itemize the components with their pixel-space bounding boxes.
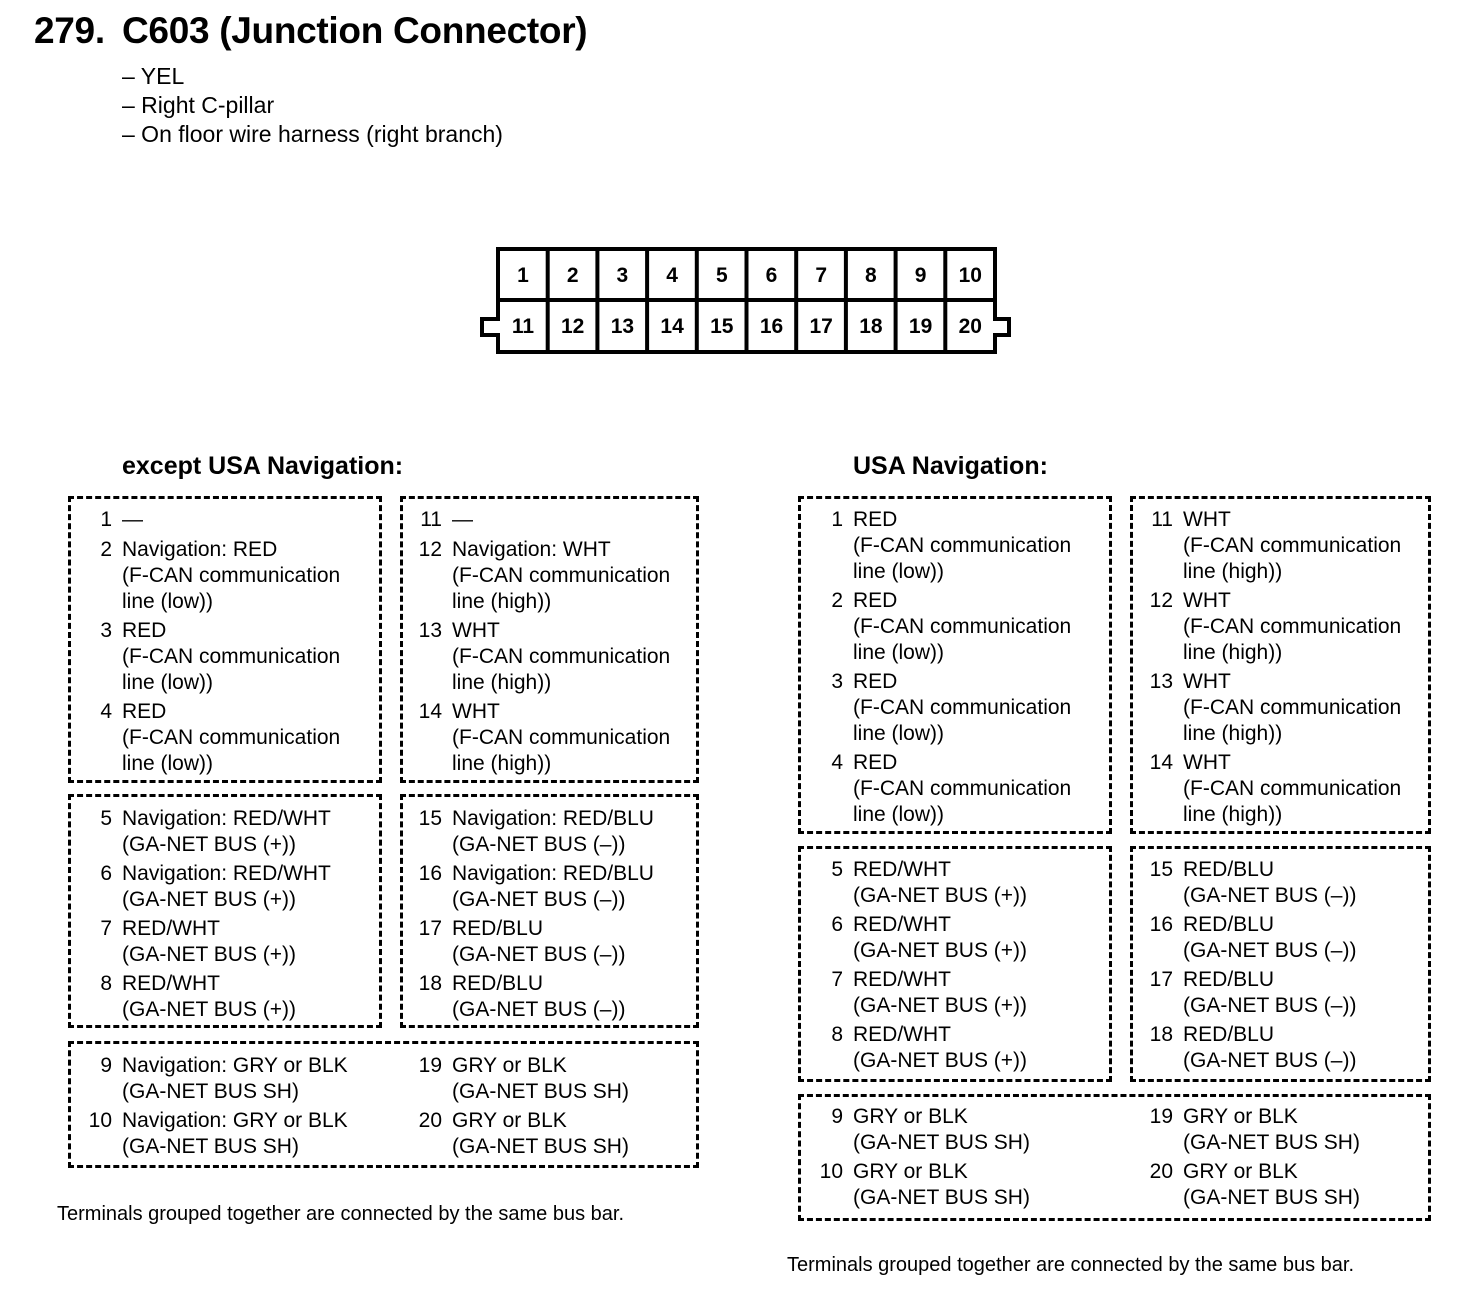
terminal-pin: 3 — [616, 264, 629, 287]
terminal-number: 6 — [100, 862, 112, 885]
wire-description: line (low)) — [853, 641, 945, 664]
wire-description: — — [122, 508, 143, 531]
wire-description: (GA-NET BUS (+)) — [122, 888, 297, 911]
wire-description: (GA-NET BUS (+)) — [122, 998, 297, 1021]
wire-description: (GA-NET BUS (+)) — [122, 833, 297, 856]
wire-description: WHT — [1183, 670, 1231, 693]
wire-description: RED/WHT — [122, 972, 220, 995]
info-line: – Right C-pillar — [122, 92, 275, 118]
terminal-number: 8 — [100, 972, 112, 995]
terminal-pin: 18 — [859, 315, 883, 338]
terminal-number: 19 — [1149, 1105, 1173, 1128]
wire-description: RED/BLU — [1183, 913, 1275, 936]
wire-description: RED/BLU — [1183, 968, 1275, 991]
wire-description: RED/BLU — [452, 972, 544, 995]
wire-description: WHT — [452, 700, 500, 723]
wire-description: (GA-NET BUS SH) — [853, 1186, 1030, 1209]
wire-description: RED — [853, 670, 898, 693]
wire-description: (F-CAN communication — [122, 726, 341, 749]
terminal-number: 15 — [418, 807, 442, 830]
wire-description: GRY or BLK — [853, 1105, 968, 1128]
terminal-number: 16 — [1149, 913, 1173, 936]
terminal-pin: 9 — [914, 264, 927, 287]
wire-description: (F-CAN communication — [1183, 696, 1402, 719]
wire-description: RED — [122, 700, 167, 723]
wire-description: — — [452, 508, 473, 531]
wire-description: GRY or BLK — [1183, 1160, 1298, 1183]
wire-description: (GA-NET BUS (–)) — [452, 888, 626, 911]
terminal-number: 9 — [831, 1105, 843, 1128]
wire-description: line (high)) — [452, 752, 552, 775]
wire-description: line (low)) — [122, 590, 214, 613]
busbar-group-usa-5-8 — [798, 846, 1112, 1082]
terminal-number: 2 — [831, 589, 843, 612]
page-title — [34, 10, 587, 52]
terminal-pin: 1 — [517, 264, 529, 287]
terminal-pin: 15 — [710, 315, 734, 338]
wire-description: line (high)) — [1183, 641, 1283, 664]
terminal-number: 17 — [1149, 968, 1173, 991]
info-line: – On floor wire harness (right branch) — [122, 121, 503, 147]
terminal-number: 20 — [1149, 1160, 1173, 1183]
wire-description: line (low)) — [122, 752, 214, 775]
wire-description: GRY or BLK — [452, 1054, 567, 1077]
terminal-pin: 14 — [660, 315, 684, 338]
wire-description: (GA-NET BUS (+)) — [853, 994, 1028, 1017]
wire-description: WHT — [1183, 589, 1231, 612]
terminal-pin: 4 — [666, 264, 678, 287]
wire-description: RED/WHT — [853, 1023, 951, 1046]
wire-description: (GA-NET BUS (–)) — [1183, 994, 1357, 1017]
wire-description: WHT — [1183, 751, 1231, 774]
wire-description: line (high)) — [1183, 560, 1283, 583]
terminal-number: 14 — [418, 700, 442, 723]
wire-description: (GA-NET BUS SH) — [122, 1135, 299, 1158]
wire-description: line (low)) — [853, 722, 945, 745]
terminal-number: 1 — [831, 508, 843, 531]
connector-outline — [478, 245, 1014, 357]
terminal-number: 17 — [418, 917, 442, 940]
wire-description: (GA-NET BUS (–)) — [452, 998, 626, 1021]
wire-description: RED — [853, 589, 898, 612]
wire-description: Navigation: GRY or BLK — [122, 1109, 348, 1132]
terminal-number: 10 — [88, 1109, 112, 1132]
wire-description: (GA-NET BUS SH) — [1183, 1186, 1360, 1209]
info-line: – YEL — [122, 63, 185, 89]
terminal-pin: 2 — [566, 264, 579, 287]
wire-description: (F-CAN communication — [452, 645, 671, 668]
terminal-number: 11 — [1151, 508, 1173, 531]
wire-description: (F-CAN communication — [1183, 534, 1402, 557]
terminal-number: 18 — [418, 972, 442, 995]
terminal-pin: 6 — [765, 264, 778, 287]
terminal-pin: 5 — [715, 264, 728, 287]
terminal-number: 5 — [100, 807, 112, 830]
wire-description: (GA-NET BUS (+)) — [853, 1049, 1028, 1072]
wire-description: line (high)) — [1183, 722, 1283, 745]
terminal-number: 18 — [1149, 1023, 1173, 1046]
wire-description: WHT — [452, 619, 500, 642]
terminal-number: 4 — [831, 751, 843, 774]
terminal-number: 13 — [1149, 670, 1173, 693]
wire-description: RED — [853, 751, 898, 774]
terminal-pin: 20 — [958, 315, 982, 338]
wire-description: (GA-NET BUS SH) — [122, 1080, 299, 1103]
wire-description: (GA-NET BUS (–)) — [1183, 884, 1357, 907]
terminal-number: 8 — [831, 1023, 843, 1046]
wire-description: (GA-NET BUS SH) — [1183, 1131, 1360, 1154]
wire-description: (F-CAN communication — [853, 534, 1072, 557]
wire-description: (GA-NET BUS (–)) — [1183, 1049, 1357, 1072]
terminal-number: 3 — [831, 670, 843, 693]
terminal-pin: 13 — [610, 315, 635, 338]
wire-description: GRY or BLK — [1183, 1105, 1298, 1128]
wire-description: Navigation: RED/BLU — [452, 807, 654, 830]
terminal-pin: 8 — [865, 264, 877, 287]
wire-description: line (low)) — [853, 803, 945, 826]
terminal-number: 16 — [418, 862, 442, 885]
terminal-pin: 19 — [908, 315, 933, 338]
wire-description: RED — [853, 508, 898, 531]
wire-description: (F-CAN communication — [853, 696, 1072, 719]
terminal-number: 2 — [100, 538, 112, 561]
wire-description: (F-CAN communication — [122, 564, 341, 587]
section-title-usa-navigation: USA Navigation: — [853, 452, 1048, 480]
terminal-pin: 11 — [511, 315, 535, 338]
terminal-number: 19 — [418, 1054, 442, 1077]
terminal-number: 1 — [100, 508, 112, 531]
wire-description: GRY or BLK — [452, 1109, 567, 1132]
diagram-number: 279. — [34, 10, 105, 51]
wire-description: (F-CAN communication — [853, 777, 1072, 800]
connector-face-diagram — [478, 245, 1014, 357]
wire-description: Navigation: RED/WHT — [122, 862, 331, 885]
terminal-number: 7 — [831, 968, 843, 991]
wire-description: line (low)) — [122, 671, 214, 694]
wire-description: (GA-NET BUS (–)) — [452, 943, 626, 966]
wire-description: Navigation: RED/BLU — [452, 862, 654, 885]
wire-description: line (high)) — [1183, 803, 1283, 826]
wire-description: GRY or BLK — [853, 1160, 968, 1183]
terminal-number: 15 — [1149, 858, 1173, 881]
wire-description: (GA-NET BUS (+)) — [853, 884, 1028, 907]
wire-description: WHT — [1183, 508, 1231, 531]
terminal-number: 7 — [100, 917, 112, 940]
wire-description: (F-CAN communication — [1183, 777, 1402, 800]
section-title-except-usa-navigation: except USA Navigation: — [122, 452, 404, 480]
terminal-pin: 10 — [958, 264, 982, 287]
wire-description: RED/WHT — [853, 913, 951, 936]
terminal-number: 4 — [100, 700, 112, 723]
wire-description: (F-CAN communication — [452, 726, 671, 749]
terminal-number: 9 — [100, 1054, 112, 1077]
wire-description: RED/WHT — [853, 968, 951, 991]
terminal-number: 12 — [418, 538, 442, 561]
terminal-number: 11 — [420, 508, 442, 531]
wire-description: (F-CAN communication — [853, 615, 1072, 638]
wire-description: Navigation: RED/WHT — [122, 807, 331, 830]
busbar-group-usa-15-18 — [1130, 846, 1431, 1082]
connector-title: C603 (Junction Connector) — [122, 10, 588, 51]
wire-description: RED/WHT — [853, 858, 951, 881]
wire-description: (GA-NET BUS (–)) — [452, 833, 626, 856]
wire-description: RED/WHT — [122, 917, 220, 940]
terminal-number: 12 — [1149, 589, 1173, 612]
wire-description: line (low)) — [853, 560, 945, 583]
wire-description: line (high)) — [452, 590, 552, 613]
wire-description: (F-CAN communication — [452, 564, 671, 587]
wire-description: RED/BLU — [1183, 858, 1275, 881]
terminal-pin: 16 — [759, 315, 784, 338]
wire-description: line (high)) — [452, 671, 552, 694]
terminal-number: 6 — [831, 913, 843, 936]
terminal-number: 13 — [418, 619, 442, 642]
connector-info — [122, 62, 503, 149]
wire-description: RED/BLU — [452, 917, 544, 940]
wire-description: (GA-NET BUS SH) — [452, 1080, 629, 1103]
terminal-number: 14 — [1149, 751, 1173, 774]
terminal-pin: 7 — [815, 264, 828, 287]
wire-description: Navigation: GRY or BLK — [122, 1054, 348, 1077]
wire-description: (GA-NET BUS SH) — [452, 1135, 629, 1158]
wire-description: (GA-NET BUS (–)) — [1183, 939, 1357, 962]
terminal-number: 3 — [100, 619, 112, 642]
terminal-pin: 17 — [809, 315, 833, 338]
busbar-note: Terminals grouped together are connected by the same bus bar. — [787, 1254, 1355, 1276]
wire-description: RED/BLU — [1183, 1023, 1275, 1046]
wire-description: (GA-NET BUS SH) — [853, 1131, 1030, 1154]
wire-description: (GA-NET BUS (+)) — [853, 939, 1028, 962]
wire-description: RED — [122, 619, 167, 642]
terminal-number: 10 — [819, 1160, 843, 1183]
wire-description: (F-CAN communication — [1183, 615, 1402, 638]
wire-description: Navigation: WHT — [452, 538, 611, 561]
wire-description: (GA-NET BUS (+)) — [122, 943, 297, 966]
terminal-number: 5 — [831, 858, 843, 881]
terminal-number: 20 — [418, 1109, 442, 1132]
wire-description: Navigation: RED — [122, 538, 278, 561]
busbar-note: Terminals grouped together are connected by the same bus bar. — [57, 1203, 625, 1225]
terminal-pin: 12 — [561, 315, 585, 338]
wire-description: (F-CAN communication — [122, 645, 341, 668]
